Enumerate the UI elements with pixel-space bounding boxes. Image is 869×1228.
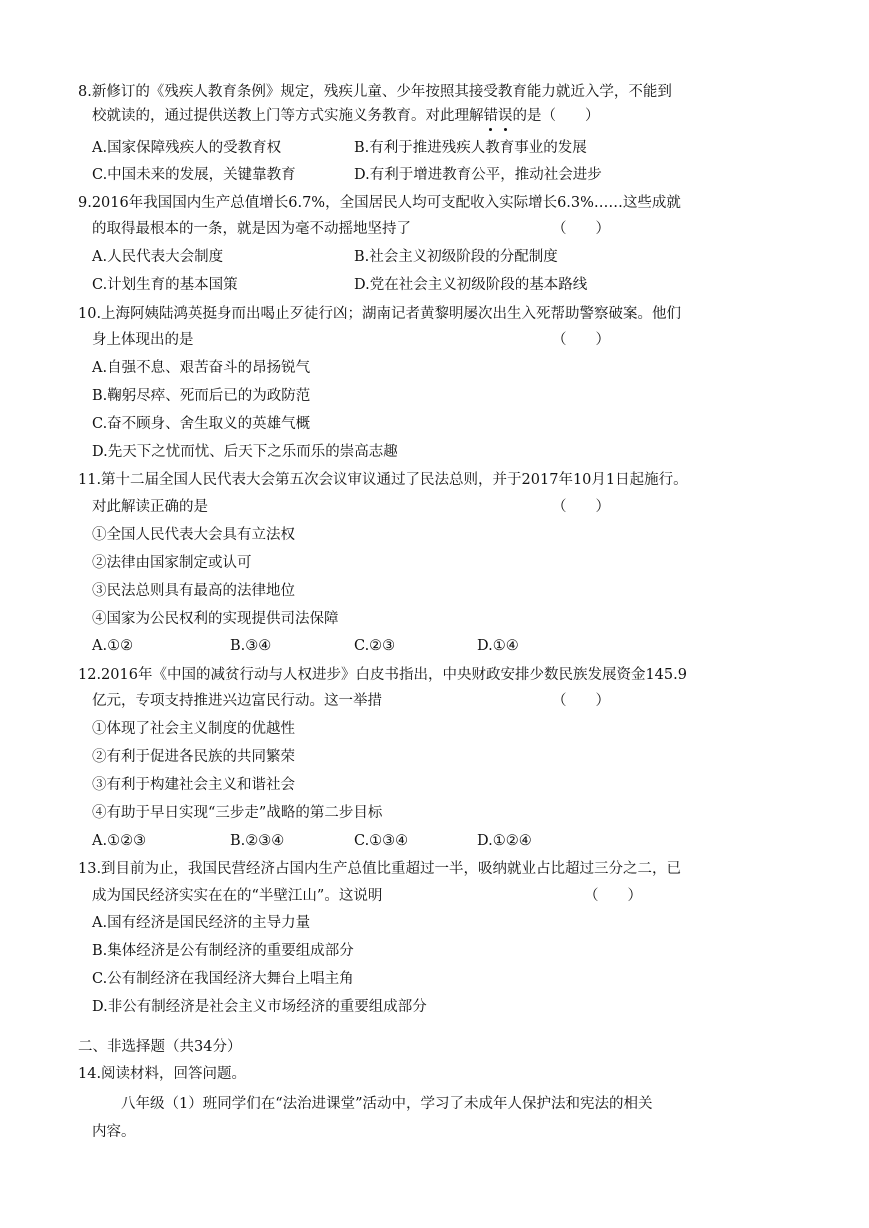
q12-option-c: C.①③④ — [354, 833, 409, 849]
q11-option-c: C.②③ — [354, 638, 396, 654]
q10-option-c: C.奋不顾身、舍生取义的英雄气概 — [92, 416, 311, 432]
q8-answer-paren: 的是（ ） — [512, 108, 600, 124]
q8-option-c: C.中国未来的发展，关键靠教育 — [92, 167, 296, 183]
q9-option-d: D.党在社会主义初级阶段的基本路线 — [354, 277, 588, 293]
q13-option-a: A.国有经济是国民经济的主导力量 — [92, 915, 311, 931]
q13-option-d: D.非公有制经济是社会主义市场经济的重要组成部分 — [92, 999, 427, 1015]
q12-statement-1: ①体现了社会主义制度的优越性 — [92, 721, 295, 737]
q12-statement-4: ④有助于早日实现“三步走”战略的第二步目标 — [92, 805, 383, 821]
q11-stem-line2: 对此解读正确的是 — [92, 499, 208, 515]
q10-answer-paren: （ ） — [552, 332, 610, 348]
q11-option-a: A.①② — [92, 638, 134, 654]
q12-stem-line2: 亿元，专项支持推进兴边富民行动。这一举措 — [92, 693, 382, 709]
q11-statement-2: ②法律由国家制定或认可 — [92, 555, 252, 571]
q12-option-b: B.②③④ — [230, 833, 285, 849]
q12-stem-line1: 12.2016年《中国的减贫行动与人权进步》白皮书指出，中央财政安排少数民族发展资金145.9 — [78, 667, 687, 683]
q8-stem-line1: 8.新修订的《残疾人教育条例》规定，残疾儿童、少年按照其接受教育能力就近入学，不能到 — [78, 84, 672, 100]
q9-answer-paren: （ ） — [552, 221, 610, 237]
q14-material-line1: 八年级（1）班同学们在“法治进课堂”活动中，学习了未成年人保护法和宪法的相关 — [121, 1096, 653, 1112]
q8-stem-text: 校就读的，通过提供送教上门等方式实施义务教育。对此理解 — [92, 108, 484, 124]
q14-material-line2: 内容。 — [92, 1124, 136, 1140]
q13-option-b: B.集体经济是公有制经济的重要组成部分 — [92, 943, 354, 959]
q11-stem-line1: 11.第十二届全国人民代表大会第五次会议审议通过了民法总则，并于2017年10月1日起施行。 — [78, 472, 688, 488]
q11-statement-4: ④国家为公民权利的实现提供司法保障 — [92, 611, 339, 627]
emphasis-dot-char: 错 — [483, 108, 498, 124]
q9-option-c: C.计划生育的基本国策 — [92, 277, 238, 293]
q8-option-d: D.有利于增进教育公平，推动社会进步 — [354, 167, 602, 183]
q10-option-a: A.自强不息、艰苦奋斗的昂扬锐气 — [92, 360, 311, 376]
q9-option-a: A.人民代表大会制度 — [92, 249, 224, 265]
q11-option-b: B.③④ — [230, 638, 272, 654]
q11-answer-paren: （ ） — [552, 499, 610, 515]
q12-statement-3: ③有利于构建社会主义和谐社会 — [92, 777, 295, 793]
q13-stem-line1: 13.到目前为止，我国民营经济占国内生产总值比重超过一半，吸纳就业占比超过三分之二，已 — [78, 861, 682, 877]
q13-option-c: C.公有制经济在我国经济大舞台上唱主角 — [92, 971, 354, 987]
q12-option-a: A.①②③ — [92, 833, 147, 849]
q12-statement-2: ②有利于促进各民族的共同繁荣 — [92, 749, 295, 765]
section-heading: 二、非选择题（共34分） — [78, 1039, 242, 1055]
q11-statement-3: ③民法总则具有最高的法律地位 — [92, 583, 295, 599]
q14-stem: 14.阅读材料，回答问题。 — [78, 1066, 247, 1082]
q9-stem-line2: 的取得最根本的一条，就是因为毫不动摇地坚持了 — [92, 221, 411, 237]
q8-option-b: B.有利于推进残疾人教育事业的发展 — [354, 140, 587, 156]
q10-stem-line1: 10.上海阿姨陆鸿英挺身而出喝止歹徒行凶；湖南记者黄黎明屡次出生入死帮助警察破案。他们 — [78, 306, 682, 322]
emphasis-dot-char: 误 — [498, 108, 513, 124]
q9-stem-line1: 9.2016年我国国内生产总值增长6.7%，全国居民人均可支配收入实际增长6.3%……这些成就 — [78, 195, 681, 211]
q10-option-b: B.鞠躬尽瘁、死而后已的为政防范 — [92, 388, 311, 404]
q10-stem-line2: 身上体现出的是 — [92, 332, 194, 348]
q11-option-d: D.①④ — [477, 638, 519, 654]
q8-stem-line2 — [92, 106, 600, 126]
q12-answer-paren: （ ） — [552, 693, 610, 709]
q10-option-d: D.先天下之忧而忧、后天下之乐而乐的崇高志趣 — [92, 444, 398, 460]
q12-option-d: D.①②④ — [477, 833, 532, 849]
q9-option-b: B.社会主义初级阶段的分配制度 — [354, 249, 558, 265]
q11-statement-1: ①全国人民代表大会具有立法权 — [92, 527, 295, 543]
q13-stem-line2: 成为国民经济实实在在的“半壁江山”。这说明 — [92, 888, 383, 904]
q8-option-a: A.国家保障残疾人的受教育权 — [92, 140, 282, 156]
q13-answer-paren: （ ） — [584, 888, 642, 904]
